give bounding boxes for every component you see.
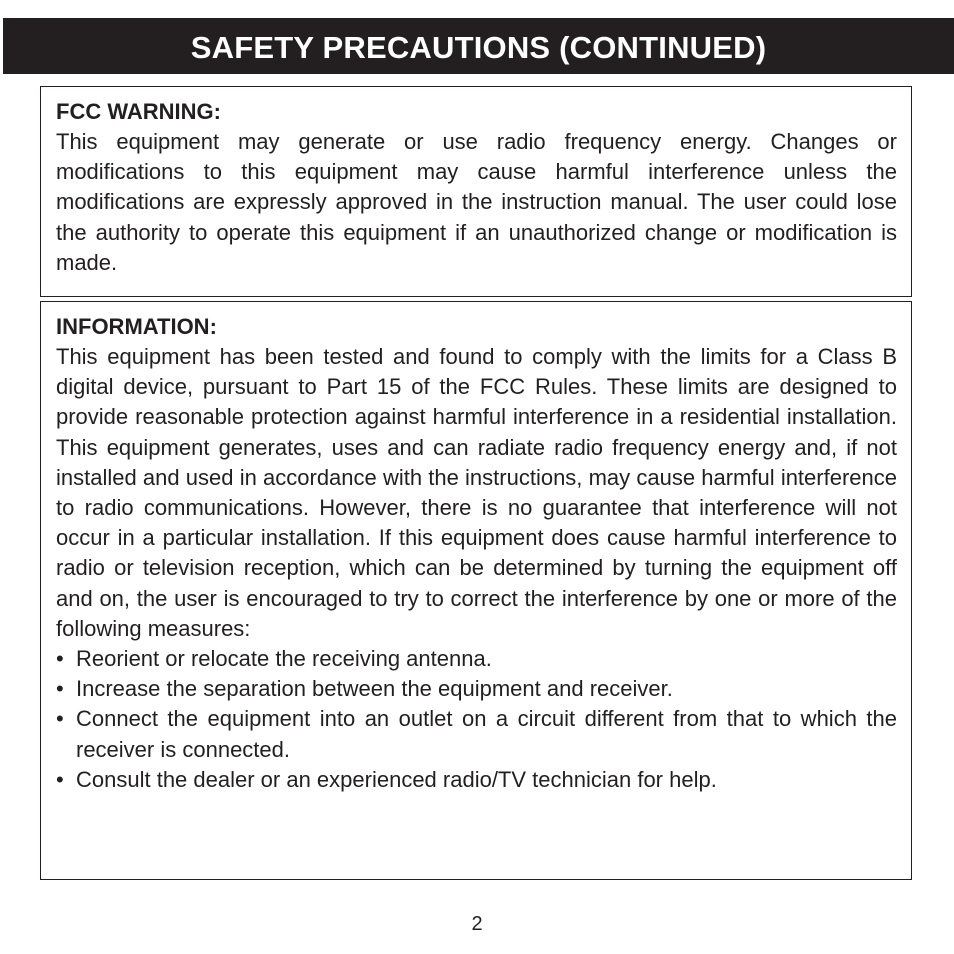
information-heading: INFORMATION: [56,314,217,339]
list-item-text: Consult the dealer or an experienced radio/TV technician for help. [76,766,717,792]
bullet-icon: • [56,676,64,702]
list-item [56,644,897,674]
list-item-text: Reorient or relocate the receiving antenna. [76,646,492,672]
list-item [56,704,897,764]
bullet-icon: • [56,646,64,672]
section-header-bar [3,18,954,74]
list-item-text: Increase the separation between the equipment and receiver. [76,676,673,702]
page-number: 2 [471,913,483,935]
bullet-icon: • [56,706,64,732]
list-item-text: Connect the equipment into an outlet on a circuit different from that to which the receiver is connected. [76,706,897,762]
measures-list [56,644,897,795]
fcc-warning-heading: FCC WARNING: [56,99,221,124]
information-box [40,301,912,880]
page-title: SAFETY PRECAUTIONS (CONTINUED) [190,29,767,65]
fcc-warning-text: This equipment may generate or use radio frequency energy. Changes or modifications to this equipment may cause harmful interference unless the modifications are expressly approved in the instruction manual. The user could lose the authority to operate this equipment if an unauthorized change or modification is made. [56,129,897,275]
fcc-warning-box [40,86,912,297]
bullet-icon: • [56,766,64,792]
list-item [56,674,897,704]
list-item [56,765,897,795]
information-text: This equipment has been tested and found to comply with the limits for a Class B digital device, pursuant to Part 15 of the FCC Rules. These limits are designed to provide reasonable protection against harmful interference in a residential installation. This equipment generates, uses and can radiate radio frequency energy and, if not installed and used in accordance with the instructions, may cause harmful interference to radio communications. However, there is no guarantee that interference will not occur in a particular installation. If this equipment does cause harmful interference to radio or television reception, which can be determined by turning the equipment off and on, the user is encouraged to try to correct the interference by one or more of the following measures: [56,344,897,641]
